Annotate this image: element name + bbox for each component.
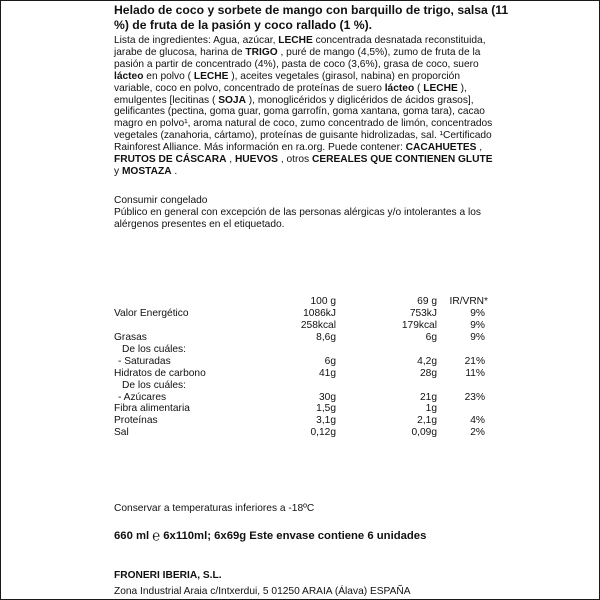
ingredients-text: , otros	[277, 154, 312, 166]
ingredients-text: Puede contener:	[325, 142, 406, 154]
nutrition-row	[114, 403, 494, 415]
value-vrn: 4%	[470, 415, 485, 427]
ingredients-text: ), monoglicéridos y diglicéridos de ácidos grasos], gelificantes (pectina, goma guar, goma garrofín, goma xantana, goma tara), cacao magro en polvo¹, aroma natural de coco, zumo concentrado de limón, concentrados vegetales (zanahoria, cártamo), proteínas de guisante hidrolizadas, sal. ¹Certificado Rainforest Alliance. Más información en ra.org.	[114, 94, 493, 154]
nutrient-label: De los cuáles:	[122, 379, 186, 391]
ingredients-text: ), emulgentes [lecitinas (	[114, 82, 467, 106]
header-per100: 100 g	[310, 296, 336, 307]
nutrition-row	[114, 368, 494, 380]
nutrient-label: - Azúcares	[118, 391, 167, 403]
net-volume	[114, 528, 426, 543]
ingredients-text: ,	[476, 142, 483, 154]
nutrition-row	[114, 332, 494, 344]
nutrition-row	[114, 344, 494, 356]
nutrition-table	[114, 296, 494, 439]
value-portion: 2,1g	[417, 415, 437, 427]
ingredients-text: , puré de mango (4,5%), zumo de fruta de la pasión a partir de concentrado (4%), pasta de coco (3,6%), grasa de coco, suero	[114, 46, 481, 70]
allergen-word: TRIGO	[245, 46, 278, 58]
ingredients-text: en polvo (	[143, 70, 194, 82]
ingredients-text: ), aceites vegetales (girasol, nabina) en proporción variable, coco en polvo, concentrado de proteínas de suero	[114, 70, 461, 94]
value-portion: 1g	[425, 403, 437, 415]
ingredients-text: Lista de ingredientes: Agua, azúcar,	[114, 35, 279, 46]
company-address: Zona Industrial Araia c/Intxerdui, 5 01250 ARAIA (Álava) ESPAÑA	[114, 586, 411, 597]
value-per100: 6g	[324, 355, 336, 367]
net-volume-value: 660 ml	[114, 530, 150, 542]
allergen-word: CEREALES QUE CONTIENEN GLUTE	[311, 154, 493, 166]
allergen-word: SOJA	[218, 94, 246, 106]
header-portion: 69 g	[417, 296, 437, 307]
nutrition-row	[114, 320, 494, 332]
value-vrn: 9%	[470, 331, 485, 343]
nutrition-row	[114, 380, 494, 392]
value-portion: 21g	[420, 391, 437, 403]
value-per100: 1086kJ	[303, 307, 336, 319]
nutrient-label: Grasas	[114, 331, 147, 343]
value-per100: 30g	[319, 391, 336, 403]
value-vrn: 9%	[470, 307, 485, 319]
nutrition-row	[114, 392, 494, 404]
company-info	[114, 568, 411, 600]
ingredients-text: ,	[226, 154, 235, 166]
ingredients-text: y	[114, 165, 122, 177]
nutrient-label: Sal	[114, 427, 129, 439]
value-per100: 1,5g	[316, 403, 336, 415]
estimated-sign-icon: ℮	[152, 526, 161, 545]
nutrition-row	[114, 415, 494, 427]
value-portion: 753kJ	[409, 307, 437, 319]
value-per100: 0,12g	[310, 427, 336, 439]
value-per100: 41g	[319, 367, 336, 379]
value-portion: 0,09g	[411, 427, 437, 439]
value-portion: 28g	[420, 367, 437, 379]
allergen-word: LECHE	[278, 35, 313, 46]
nutrient-label: De los cuáles:	[122, 343, 186, 355]
nutrition-row	[114, 308, 494, 320]
audience-note: Público en general con excepción de las personas alérgicas y/o intolerantes a los alérgenos presentes en el etiquetado.	[114, 206, 481, 230]
value-per100: 3,1g	[316, 415, 336, 427]
nutrient-label: Fibra alimentaria	[114, 403, 190, 415]
nutrition-header	[114, 296, 494, 308]
consume-instruction: Consumir congelado	[114, 195, 208, 206]
allergen-word: LECHE	[423, 82, 458, 94]
allergen-word: MOSTAZA	[121, 165, 172, 177]
value-portion: 6g	[425, 331, 437, 343]
nutrition-row	[114, 427, 494, 439]
nutrient-label: Valor Energético	[114, 307, 189, 319]
value-per100: 8,6g	[316, 331, 336, 343]
ingredients-text: (	[414, 82, 424, 94]
nutrient-label: Hidratos de carbono	[114, 367, 206, 379]
allergen-word: CACAHUETES	[405, 142, 477, 154]
value-portion: 4,2g	[417, 355, 437, 367]
company-name: FRONERI IBERIA, S.L.	[114, 570, 222, 581]
ingredients-list	[114, 35, 499, 178]
allergen-word: lácteo	[384, 82, 415, 94]
nutrient-label: Proteínas	[114, 415, 158, 427]
ingredients-text: concentrada desnatada reconstituida, jarabe de glucosa, harina de	[114, 35, 486, 58]
storage-instruction: Conservar a temperaturas inferiores a -18ºC	[114, 503, 315, 514]
consumption-info	[114, 195, 499, 231]
allergen-word: HUEVOS	[234, 154, 278, 166]
allergen-word: LECHE	[193, 70, 229, 82]
value-vrn: 2%	[470, 427, 485, 439]
value-vrn: 11%	[465, 367, 485, 379]
nutrition-rows	[114, 308, 494, 439]
value-portion: 179kcal	[401, 319, 437, 331]
nutrient-label: - Saturadas	[118, 355, 171, 367]
value-vrn: 21%	[464, 355, 485, 367]
value-vrn: 23%	[464, 391, 485, 403]
ingredients-text: .	[171, 165, 178, 177]
product-title: Helado de coco y sorbete de mango con barquillo de trigo, salsa (11 %) de fruta de la pasión y coco rallado (1 %).	[114, 3, 509, 32]
header-vrn: IR/VRN*	[449, 296, 488, 307]
volume-detail: 6x110ml; 6x69g Este envase contiene 6 unidades	[163, 530, 427, 542]
allergen-word: FRUTOS DE CÁSCARA	[114, 154, 227, 166]
value-vrn: 9%	[470, 319, 485, 331]
allergen-word: lácteo	[114, 70, 144, 82]
nutrition-row	[114, 356, 494, 368]
value-per100: 258kcal	[300, 319, 336, 331]
